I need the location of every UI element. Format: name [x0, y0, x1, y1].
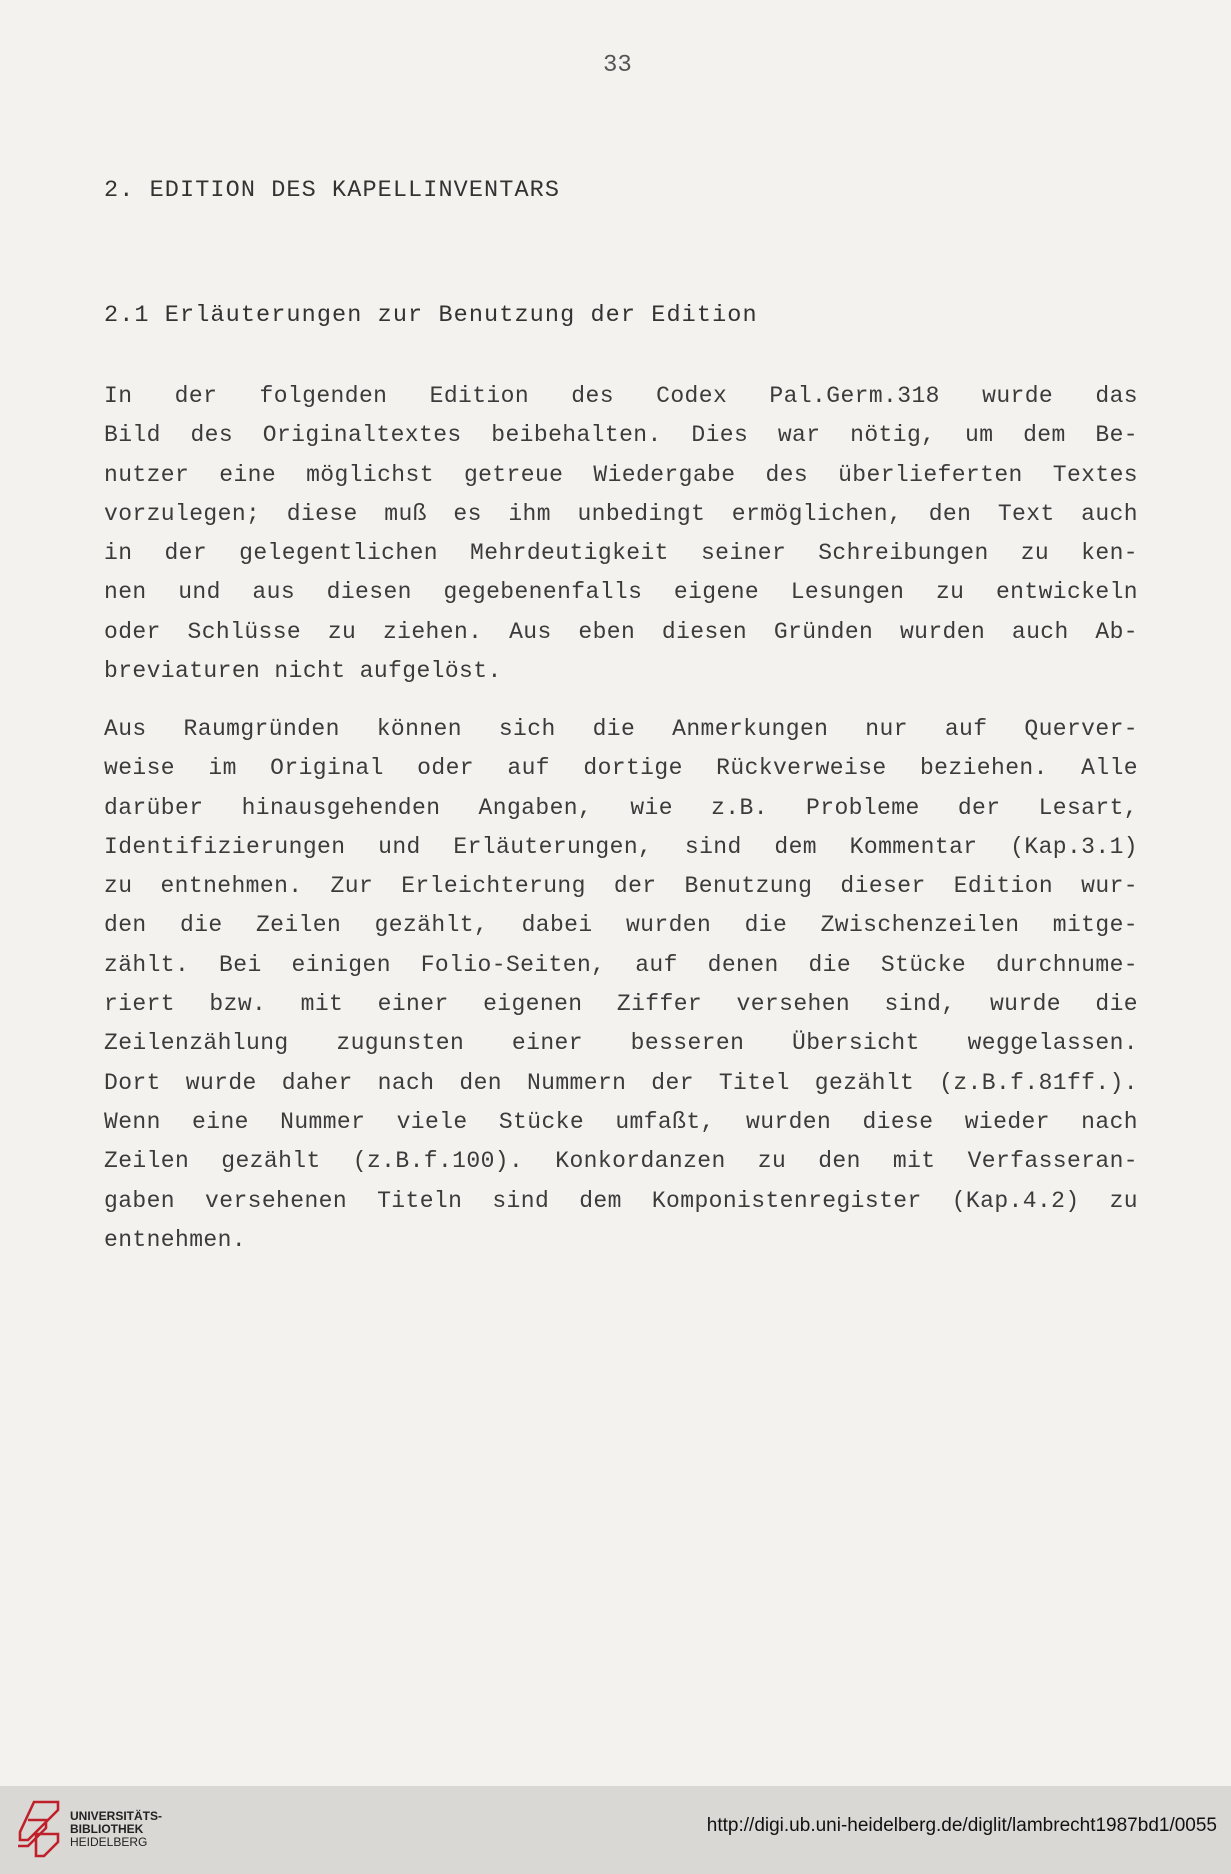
paragraph-second — [104, 710, 1138, 1260]
text-line: zählt. Bei einigen Folio-Seiten, auf denen die Stücke durchnume- — [104, 951, 1138, 978]
heidelberg-library-logo-icon — [14, 1798, 62, 1858]
text-line: Bild des Originaltextes beibehalten. Dies war nötig, um dem Be- — [104, 422, 1138, 449]
text-line: oder Schlüsse zu ziehen. Aus eben diesen Gründen wurden auch Ab- — [104, 618, 1138, 645]
text-line: entnehmen. — [104, 1226, 247, 1253]
text-line: in der gelegentlichen Mehrdeutigkeit seiner Schreibungen zu ken- — [104, 540, 1138, 567]
text-line: breviaturen nicht aufgelöst. — [104, 658, 502, 685]
library-name — [70, 1810, 162, 1849]
text-line: zu entnehmen. Zur Erleichterung der Benutzung dieser Edition wur- — [104, 873, 1138, 900]
source-url-link[interactable]: http://digi.ub.uni-heidelberg.de/diglit/lambrecht1987bd1/0055 — [706, 1815, 1217, 1836]
page-number: 33 — [603, 52, 632, 79]
text-line: Zeilenzählung zugunsten einer besseren Übersicht weggelassen. — [104, 1030, 1138, 1057]
text-line: gaben versehenen Titeln sind dem Komponistenregister (Kap.4.2) zu — [104, 1187, 1138, 1214]
library-name-line: UNIVERSITÄTS- — [70, 1809, 163, 1823]
text-line: den die Zeilen gezählt, dabei wurden die Zwischenzeilen mitge- — [104, 912, 1138, 939]
section-heading: 2.1 Erläuterungen zur Benutzung der Edition — [104, 302, 758, 329]
text-line: vorzulegen; diese muß es ihm unbedingt ermöglichen, den Text auch — [104, 500, 1138, 527]
text-line: weise im Original oder auf dortige Rückverweise beziehen. Alle — [104, 755, 1138, 782]
text-line: In der folgenden Edition des Codex Pal.Germ.318 wurde das — [104, 383, 1138, 409]
text-line: Zeilen gezählt (z.B.f.100). Konkordanzen zu den mit Verfasseran- — [104, 1148, 1138, 1175]
chapter-heading: 2. EDITION DES KAPELLINVENTARS — [104, 177, 561, 204]
text-line: Wenn eine Nummer viele Stücke umfaßt, wurden diese wieder nach — [104, 1108, 1138, 1135]
text-line: nen und aus diesen gegebenenfalls eigene Lesungen zu entwickeln — [104, 579, 1138, 606]
paragraph-first — [104, 377, 1138, 691]
footer-bar — [0, 1786, 1231, 1874]
library-name-line: HEIDELBERG — [70, 1835, 148, 1849]
text-line: Identifizierungen und Erläuterungen, sind dem Kommentar (Kap.3.1) — [104, 833, 1138, 860]
text-line: darüber hinausgehenden Angaben, wie z.B. Probleme der Lesart, — [104, 794, 1138, 821]
text-line: riert bzw. mit einer eigenen Ziffer versehen sind, wurde die — [104, 991, 1138, 1018]
text-line: Dort wurde daher nach den Nummern der Titel gezählt (z.B.f.81ff.). — [104, 1069, 1138, 1096]
library-name-line: BIBLIOTHEK — [70, 1822, 144, 1836]
text-line: Aus Raumgründen können sich die Anmerkungen nur auf Querver- — [104, 716, 1138, 742]
text-line: nutzer eine möglichst getreue Wiedergabe des überlieferten Textes — [104, 461, 1138, 488]
